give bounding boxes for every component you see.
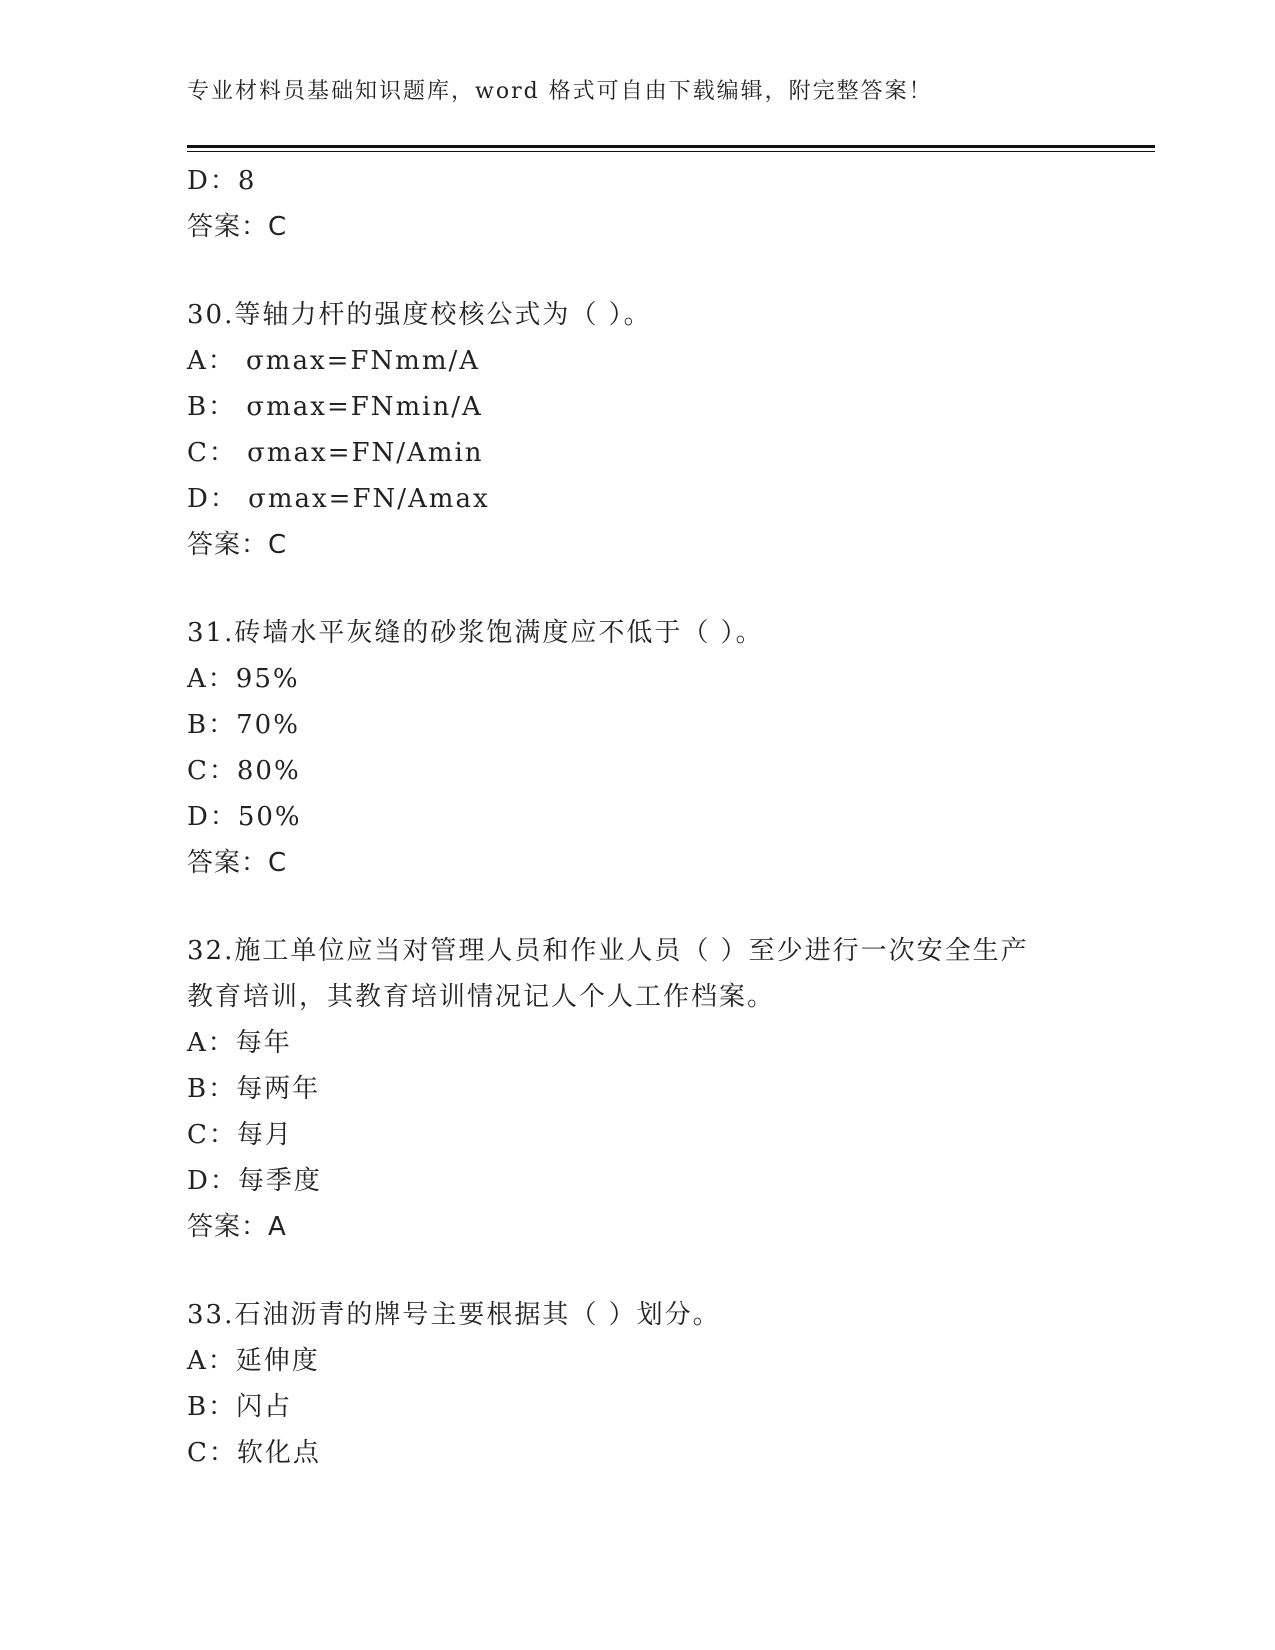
answer-line: 答案：C <box>187 848 288 878</box>
option-d: D：每季度 <box>187 1166 322 1196</box>
option-d: D：8 <box>187 166 257 196</box>
question-stem: 31.砖墙水平灰缝的砂浆饱满度应不低于（ ）。 <box>187 618 764 648</box>
option-b: B：闪占 <box>187 1392 293 1422</box>
header-rule-thick <box>187 145 1155 148</box>
header-text: 专业材料员基础知识题库，word 格式可自由下载编辑，附完整答案！ <box>187 79 933 104</box>
question-stem-line-1: 32.施工单位应当对管理人员和作业人员（ ）至少进行一次安全生产 <box>187 936 1029 966</box>
option-a: A：95% <box>187 664 300 694</box>
question-stem-line-2: 教育培训，其教育培训情况记人个人工作档案。 <box>187 982 776 1012</box>
option-a: A： σmax=FNmm/A <box>187 346 481 376</box>
answer-line: 答案：A <box>187 1212 287 1242</box>
option-b: B：70% <box>187 710 300 740</box>
question-31 <box>187 610 1087 886</box>
option-c: C： σmax=FN/Amin <box>187 438 484 468</box>
question-33 <box>187 1292 1087 1476</box>
option-c: C：80% <box>187 756 301 786</box>
header-rule-thin <box>187 151 1155 152</box>
option-d: D：50% <box>187 802 302 832</box>
answer-line: 答案：C <box>187 212 288 242</box>
question-stem: 33.石油沥青的牌号主要根据其（ ）划分。 <box>187 1300 721 1330</box>
option-a: A：每年 <box>187 1028 292 1058</box>
document-body <box>187 158 1087 1476</box>
option-a: A：延伸度 <box>187 1346 320 1376</box>
option-c: C：软化点 <box>187 1438 321 1468</box>
question-stem: 30.等轴力杆的强度校核公式为（ ）。 <box>187 300 652 330</box>
option-d: D： σmax=FN/Amax <box>187 484 490 514</box>
option-b: B： σmax=FNmin/A <box>187 392 483 422</box>
question-29-tail <box>187 158 1087 250</box>
question-30 <box>187 292 1087 568</box>
question-32 <box>187 928 1087 1250</box>
option-b: B：每两年 <box>187 1074 321 1104</box>
option-c: C：每月 <box>187 1120 293 1150</box>
answer-line: 答案：C <box>187 530 288 560</box>
